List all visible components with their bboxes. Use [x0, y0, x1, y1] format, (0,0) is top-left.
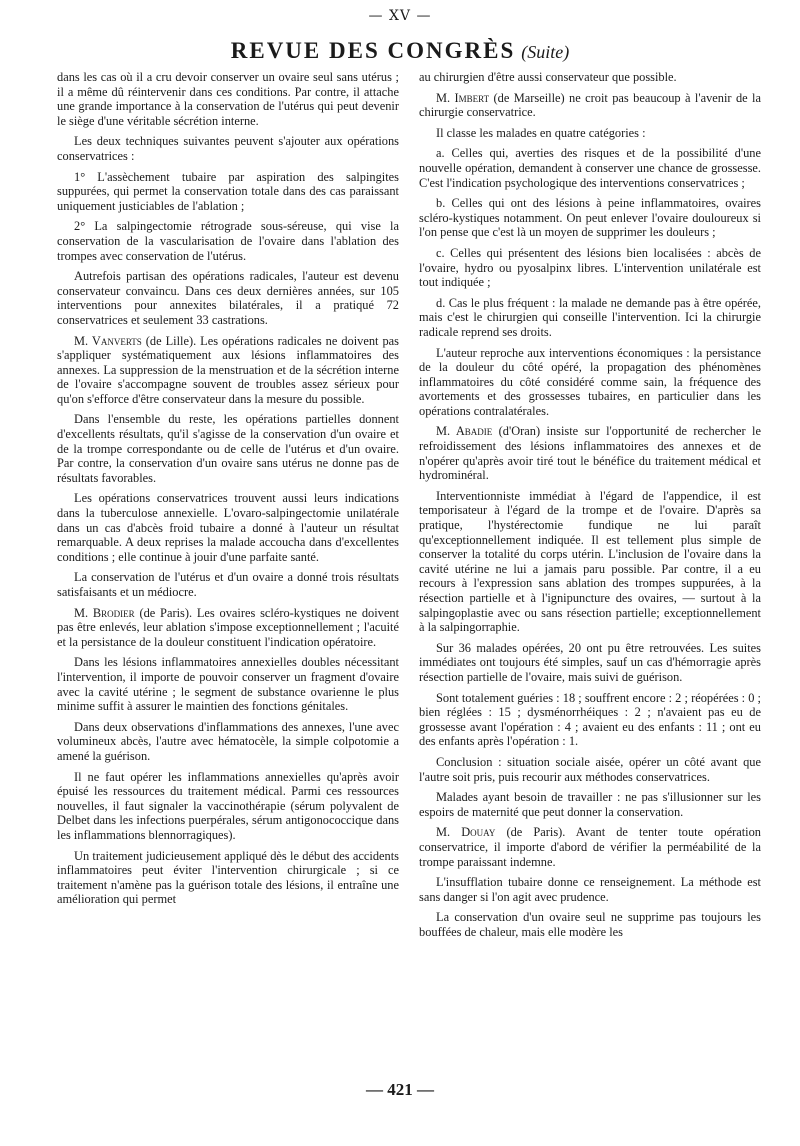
- paragraph-speaker: [419, 424, 761, 482]
- list-item: c. Celles qui présentent des lésions bien localisées : abcès de l'ovaire, hydro ou pyosalpinx libres. L'intervention unilatérale est tout indiquée ;: [419, 245, 761, 290]
- paragraph: Malades ayant besoin de travailler : ne pas s'illusionner sur les espoirs de maternité que peut donner la conservation.: [419, 790, 761, 819]
- speaker-name: M. Douay: [436, 825, 496, 840]
- list-item: a. Celles qui, averties des risques et de la possibilité d'une nouvelle opération, demandent à conserver une chance de grossesse. C'est l'indication psychologique des interventions conservatrices ;: [419, 146, 761, 190]
- paragraph-speaker: [57, 606, 399, 650]
- section-title-suffix: (Suite): [521, 42, 570, 62]
- speaker-name: M. Abadie: [436, 424, 493, 439]
- paragraph: Interventionniste immédiat à l'égard de l'appendice, il est temporisateur à l'égard de la trompe et de l'ovaire. D'après sa pratique, l'hystérectomie fundique ne lui paraît qu'exceptionnellement indiquée. Il est tellement plus simple de conserver la totalité du corps utérin. L'inclusion de l'ovaire dans la cavité utérine ne lui a jamais paru possible. Par contre, il a eu recours à l'expression sans ablation des trompes suppurées, à la résection partielle et à l'ignipuncture des ovaires, — surtout à la salpingoplastie avec ou sans résection partielle; exceptionnellement à la salpingorraphie.: [419, 488, 761, 635]
- list-item: d. Cas le plus fréquent : la malade ne demande pas à être opérée, mais c'est le chirurgien qui conseille l'intervention. Ici la chirurgie radicale reprend ses droits.: [419, 295, 761, 339]
- paragraph: Dans deux observations d'inflammations des annexes, l'une avec volumineux abcès, l'autre avec hématocèle, la simple colpotomie a amené la guérison.: [57, 719, 399, 763]
- paragraph-text: (de Paris). Avant de tenter toute opération conservatrice, il importe d'abord de vérifier la perméabilité de la trompe paraissant indemne.: [419, 825, 761, 869]
- left-column: [57, 70, 399, 913]
- right-column: [419, 70, 761, 945]
- speaker-name: M. Vanverts: [74, 333, 142, 348]
- page-number: — 421 —: [366, 1080, 434, 1099]
- paragraph: La conservation d'un ovaire seul ne supprime pas toujours les bouffées de chaleur, mais elle modère les: [419, 910, 761, 939]
- running-header-folio: — XV —: [368, 8, 432, 24]
- paragraph: Il classe les malades en quatre catégories :: [436, 125, 646, 140]
- paragraph-speaker: [419, 91, 761, 120]
- paragraph: L'auteur reproche aux interventions économiques : la persistance de la douleur du côté opéré, la propagation des phénomènes inflammatoires du côté considéré comme sain, la fréquence des avortements et des grossesses tubaires, en particulier dans les opérations contralatérales.: [419, 345, 761, 418]
- paragraph: Conclusion : situation sociale aisée, opérer un côté avant que l'autre soit pris, puis recourir aux méthodes conservatrices.: [419, 754, 761, 784]
- paragraph: 2° La salpingectomie rétrograde sous-séreuse, qui vise la conservation de la vascularisation de l'ovaire dans l'ablation des trompes avec conservation de l'utérus.: [57, 219, 399, 263]
- paragraph: Il ne faut opérer les inflammations annexielles qu'après avoir épuisé les ressources du traitement médical. Parmi ces ressources nouvelles, il faut signaler la vaccinothérapie (sérum polyvalent de Delbet dans les infections puerpérales, sérum antigonococcique dans les inflammations blennorragiques).: [57, 769, 399, 842]
- paragraph-speaker: [57, 334, 399, 407]
- section-title: [0, 38, 800, 64]
- paragraph: Sur 36 malades opérées, 20 ont pu être retrouvées. Les suites immédiates ont toujours été simples, sauf un cas d'hémorragie après résection partielle de l'ovaire, mais suivi de guérison.: [419, 640, 761, 684]
- paragraph-speaker: [419, 825, 761, 869]
- paragraph: au chirurgien d'être aussi conservateur que possible.: [419, 70, 677, 84]
- paragraph-text: (de Lille). Les opérations radicales ne doivent pas s'appliquer systématiquement aux lésions inflammatoires des annexes. La suppression de la menstruation et de la sécrétion interne de l'ovaire s'accompagne souvent de troubles assez sérieux pour qu'on s'efforce d'être conservateur dans la mesure du possible.: [57, 333, 399, 406]
- paragraph: Les deux techniques suivantes peuvent s'ajouter aux opérations conservatrices :: [57, 134, 399, 163]
- paragraph: Autrefois partisan des opérations radicales, l'auteur est devenu conservateur convaincu. Dans ces deux dernières années, sur 105 interventions pour annexites bilatérales, il a pratiqué 72 conservatrices et seulement 33 castrations.: [57, 269, 399, 327]
- paragraph: La conservation de l'utérus et d'un ovaire a donné trois résultats satisfaisants et un médiocre.: [57, 570, 399, 599]
- paragraph: 1° L'assèchement tubaire par aspiration des salpingites suppurées, qui permet la conservation totale dans des cas paraissant uniquement justiciables de l'ablation ;: [57, 169, 399, 213]
- paragraph: dans les cas où il a cru devoir conserver un ovaire seul sans utérus ; il a même dû réintervenir dans ces conditions. Par contre, il attache une grande importance à la conservation de l'utérus qui peut devenir le siège d'une véritable sécrétion interne.: [57, 70, 399, 128]
- paragraph: Dans les lésions inflammatoires annexielles doubles nécessitant l'intervention, il importe de pouvoir conserver un fragment d'ovaire avec la cavité utérine ; le segment de substance ovarienne le plus minime suffit à assurer le maintien des fonctions génitales.: [57, 655, 399, 714]
- speaker-name: M. Brodier: [74, 605, 135, 620]
- paragraph: Un traitement judicieusement appliqué dès le début des accidents inflammatoires peut éviter l'intervention chirurgicale ; si ce traitement n'amène pas la guérison totale des lésions, il entraîne une amélioration qui permet: [57, 848, 399, 907]
- section-title-text: REVUE DES CONGRÈS: [230, 38, 516, 63]
- paragraph: Sont totalement guéries : 18 ; souffrent encore : 2 ; réopérées : 0 ; bien réglées : 15 ; dysménorrhéiques : 2 ; n'avaient pas eu de grossesse avant l'opération : 4 ; avaient eu des enfants : 11 ; ont eu des enfants après l'opération : 1.: [419, 690, 761, 749]
- paragraph-text: (de Paris). Les ovaires scléro-kystiques ne doivent pas être enlevés, leur ablation s'impose exceptionnellement ; l'acuité et la persistance de la douleur constituent l'indication opératoire.: [57, 605, 400, 649]
- paragraph: Les opérations conservatrices trouvent aussi leurs indications dans la tuberculose annexielle. L'ovaro-salpingectomie unilatérale dans un cas d'abcès froid tubaire a donné à l'auteur un résultat remarquable. A deux reprises la malade accoucha dans d'excellentes conditions ; elle continue à jouir d'une parfaite santé.: [57, 491, 399, 564]
- paragraph-text: (de Marseille) ne croit pas beaucoup à l'avenir de la chirurgie conservatrice.: [419, 90, 761, 120]
- speaker-name: M. Imbert: [436, 90, 490, 105]
- list-item: b. Celles qui ont des lésions à peine inflammatoires, ovaires scléro-kystiques notamment. On peut enlever l'ovaire douloureux si l'on pense que c'est là un moyen de supprimer les douleurs ;: [419, 196, 761, 240]
- paragraph: L'insufflation tubaire donne ce renseignement. La méthode est sans danger si l'on agit avec prudence.: [419, 875, 761, 904]
- paragraph: Dans l'ensemble du reste, les opérations partielles donnent d'excellents résultats, qu'il s'agisse de la conservation d'un ovaire et de la trompe correspondante ou de celle de l'utérus et d'un ovaire. Par contre, la conservation d'un ovaire sans utérus ne donne pas de résultats favorables.: [57, 412, 399, 485]
- paragraph-text: (d'Oran) insiste sur l'opportunité de rechercher le refroidissement des lésions inflammatoires des annexes et de n'opérer qu'après avoir tiré tout le bénéfice du traitement médical et hydrominéral.: [419, 424, 761, 483]
